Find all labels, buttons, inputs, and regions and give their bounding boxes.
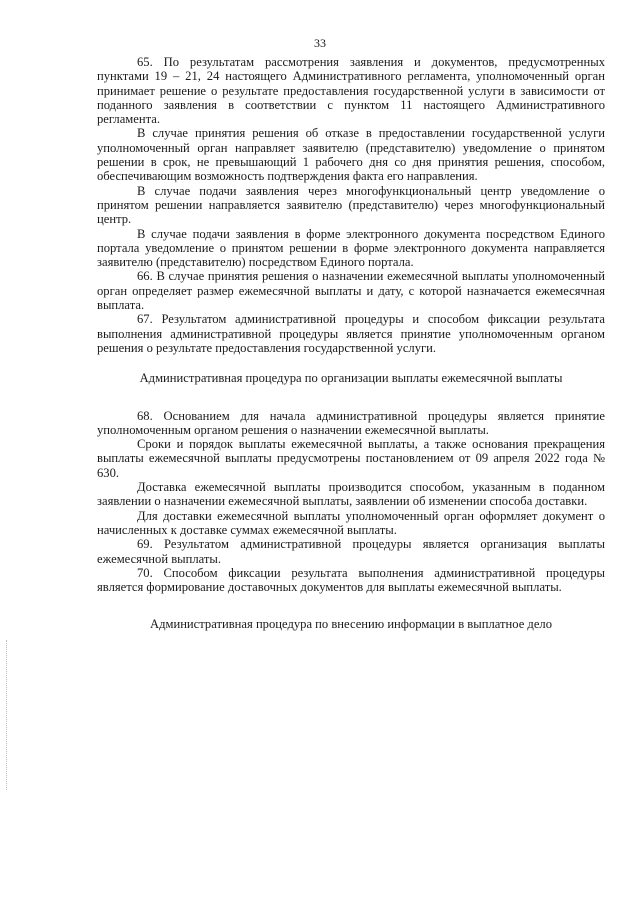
paragraph-70: 70. Способом фиксации результата выполнения административной процедуры является формирование доставочных документов для выплаты ежемесячной выплаты.	[97, 565, 605, 595]
scan-margin-marks	[6, 640, 8, 790]
document-body	[97, 55, 605, 655]
paragraph-payment-terms: Сроки и порядок выплаты ежемесячной выплаты, а также основания прекращения выплаты ежемесячной выплаты предусмотрены постановлением от 09 апреля 2022 года № 630.	[97, 437, 605, 480]
paragraph-69: 69. Результатом административной процедуры является организация выплаты ежемесячной выплаты.	[97, 537, 605, 566]
section-title-payment-organization: Административная процедура по организации выплаты ежемесячной выплаты	[139, 371, 563, 386]
paragraph-mfc-notice: В случае подачи заявления через многофункциональный центр уведомление о принятом решении направляется заявителю (представителю) через многофункциональный центр.	[97, 183, 605, 227]
paragraph-delivery-method: Доставка ежемесячной выплаты производится способом, указанным в поданном заявлении о назначении ежемесячной выплаты, заявлении об изменении способа доставки.	[97, 480, 605, 509]
section-title-payment-file: Административная процедура по внесению информации в выплатное дело	[149, 617, 553, 632]
page-number: 33	[314, 36, 326, 50]
paragraph-66: 66. В случае принятия решения о назначении ежемесячной выплаты уполномоченный орган определяет размер ежемесячной выплаты и дату, с которой назначается ежемесячная выплата.	[97, 269, 605, 313]
paragraph-delivery-document: Для доставки ежемесячной выплаты уполномоченный орган оформляет документ о начисленных к доставке суммах ежемесячной выплаты.	[97, 508, 605, 537]
paragraph-67: 67. Результатом административной процедуры и способом фиксации результата выполнения административной процедуры является принятие уполномоченным органом решения о результате предоставления государственной услуги.	[97, 312, 605, 355]
paragraph-portal-notice: В случае подачи заявления в форме электронного документа посредством Единого портала уведомление о принятом решении в форме электронного документа направляется заявителю (представителю) посредством Единого портала.	[97, 226, 605, 270]
paragraph-68: 68. Основанием для начала административной процедуры является принятие уполномоченным органом решения о назначении ежемесячной выплаты.	[97, 408, 605, 437]
paragraph-refusal-notice: В случае принятия решения об отказе в предоставлении государственной услуги уполномоченный орган направляет заявителю (представителю) уведомление о принятом решении в срок, не превышающий 1 рабочего дня со дня принятия решения, способом, обеспечивающим возможность подтверждения факта его направления.	[97, 126, 605, 184]
paragraph-65: 65. По результатам рассмотрения заявления и документов, предусмотренных пунктами 19 – 21, 24 настоящего Административного регламента, уполномоченный орган принимает решение о результате предоставления государственной услуги в зависимости от поданного заявления в соответствии с пунктом 11 настоящего Административного регламента.	[97, 55, 605, 127]
